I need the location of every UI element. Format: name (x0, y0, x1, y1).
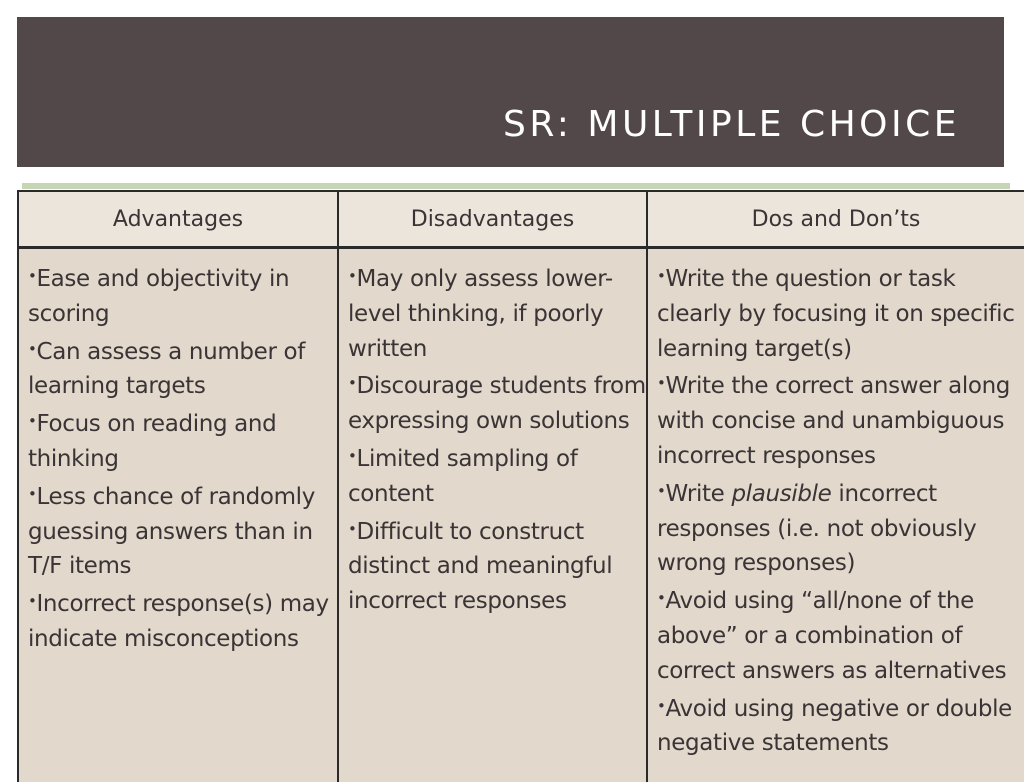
header-advantages: Advantages (18, 191, 338, 248)
list-item: • Difficult to construct distinct and meaningful incorrect responses (348, 512, 646, 619)
header-row (18, 191, 1024, 248)
list-item: • Write the question or task clearly by focusing it on specific learning target(s) (657, 259, 1024, 366)
dos-and-donts-cell (647, 248, 1024, 782)
emphasized-text: plausible (731, 481, 831, 507)
list-item: • Focus on reading and thinking (28, 404, 337, 477)
list-item (657, 474, 1024, 581)
list-item: • Less chance of randomly guessing answers than in T/F items (28, 477, 337, 584)
header-dos-and-donts: Dos and Don’ts (647, 191, 1024, 248)
header-disadvantages: Disadvantages (338, 191, 647, 248)
list-item: • Write the correct answer along with concise and unambiguous incorrect responses (657, 366, 1024, 473)
item-text: incorrect responses (i.e. not obviously wrong responses) (657, 481, 976, 577)
list-item: • Ease and objectivity in scoring (28, 259, 337, 332)
advantages-cell (18, 248, 338, 782)
slide-title: SR: MULTIPLE CHOICE (503, 104, 960, 145)
list-item: • Avoid using negative or double negative statements (657, 689, 1024, 762)
disadvantages-cell (338, 248, 647, 782)
accent-divider (22, 183, 1010, 189)
list-item: • Incorrect response(s) may indicate misconceptions (28, 584, 337, 657)
list-item: • Limited sampling of content (348, 439, 646, 512)
list-item: • Avoid using “all/none of the above” or a combination of correct answers as alternatives (657, 581, 1024, 688)
content-row (18, 248, 1024, 782)
list-item: • May only assess lower-level thinking, if poorly written (348, 259, 646, 366)
title-bar (17, 17, 1004, 167)
item-text: Write (666, 481, 732, 507)
list-item: • Can assess a number of learning targets (28, 332, 337, 405)
advantages-list (28, 259, 337, 657)
comparison-table (17, 190, 1024, 782)
disadvantages-list (348, 259, 646, 619)
dos-and-donts-list (657, 259, 1024, 761)
list-item: • Discourage students from expressing own solutions (348, 366, 646, 439)
